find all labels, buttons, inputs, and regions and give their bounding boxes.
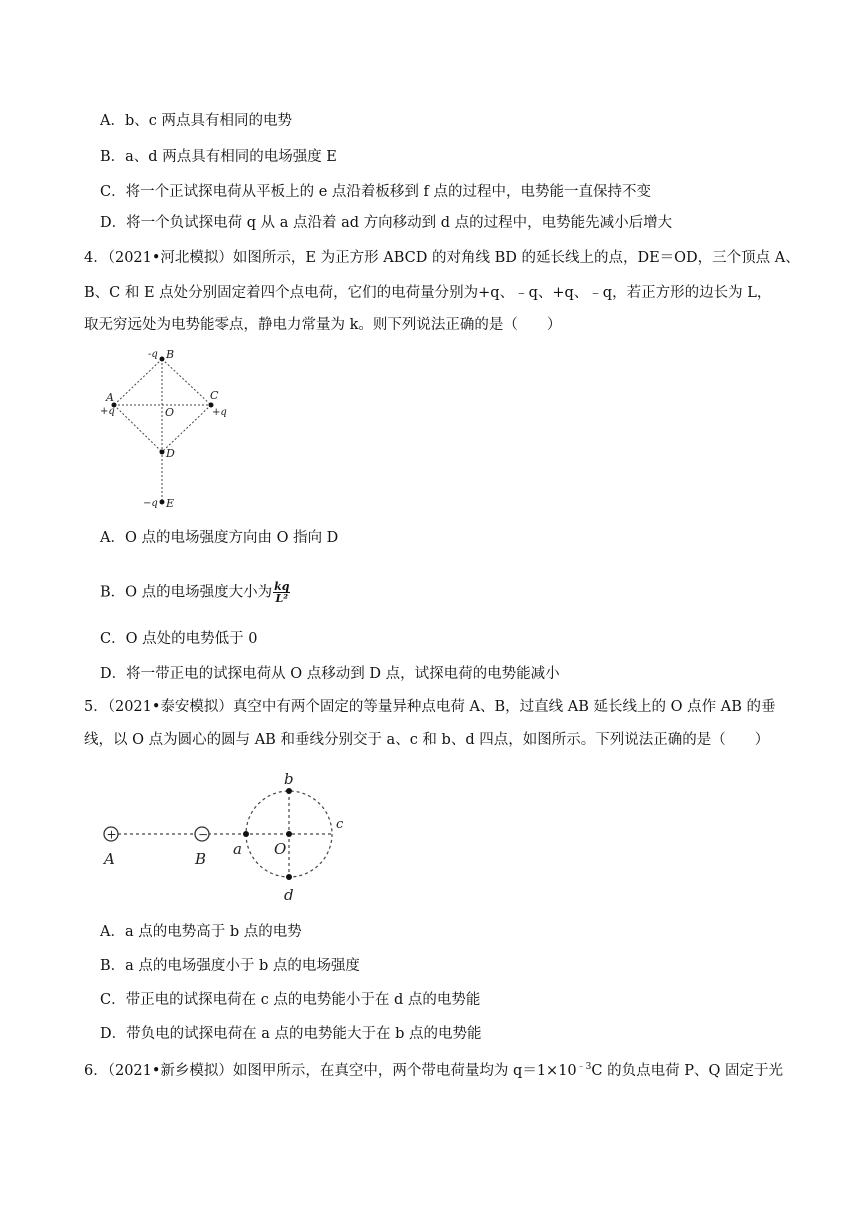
q6-stem-text-cont: C 的负点电荷 P、Q 固定于光: [591, 1062, 783, 1079]
q4-option-b-text: B．O 点的电场强度大小为: [100, 584, 273, 601]
q6-stem-line-1: [84, 1057, 790, 1081]
q5-dipole-circle-figure: [96, 768, 366, 908]
fraction-numerator: kq: [274, 580, 290, 593]
q5-fig-label-c: c: [336, 817, 344, 832]
q5-fig-label-a: a: [233, 840, 242, 858]
q4-fig-charge-e: −q: [143, 498, 158, 509]
q5-fig-sign-b: −: [198, 827, 209, 842]
q5-stem-line-2: 线，以 O 点为圆心的圆与 AB 和垂线分别交于 a、c 和 b、d 四点，如图所示。下列说法正确的是（ ）: [84, 732, 770, 748]
fraction-denominator: L²: [275, 592, 289, 605]
q3-option-c: C．将一个正试探电荷从平板上的 e 点沿着板移到 f 点的过程中，电势能一直保持不变: [100, 184, 651, 200]
q6-exponent: ﹣3: [576, 1062, 592, 1072]
q4-stem-line-2: B、C 和 E 点处分别固定着四个点电荷，它们的电荷量分别为+q、﹣q、+q、﹣q，若正方形的边长为 L，: [84, 285, 772, 301]
q4-square-charge-figure: [98, 344, 228, 514]
q5-fig-label-b: b: [284, 770, 294, 788]
q5-fig-label-o: O: [274, 840, 287, 858]
q5-option-d: D．带负电的试探电荷在 a 点的电势能大于在 b 点的电势能: [100, 1026, 482, 1042]
q4-fig-label-a: A: [106, 391, 114, 404]
q4-stem-line-1: 4．（2021•河北模拟）如图所示，E 为正方形 ABCD 的对角线 BD 的延长线上的点，DE＝OD，三个顶点 A、: [84, 250, 800, 266]
q4-fig-label-o: O: [165, 406, 175, 419]
q5-option-c: C．带正电的试探电荷在 c 点的电势能小于在 d 点的电势能: [100, 992, 481, 1008]
q4-fig-label-b: B: [166, 348, 175, 361]
q6-stem-text: 6．（2021•新乡模拟）如图甲所示，在真空中，两个带电荷量均为 q＝1×10: [84, 1062, 577, 1079]
q3-option-d: D．将一个负试探电荷 q 从 a 点沿着 ad 方向移动到 d 点的过程中，电势能先减小后增大: [100, 215, 673, 231]
q4-fig-charge-a: +q: [100, 406, 115, 417]
q5-stem-line-1: 5．（2021•泰安模拟）真空中有两个固定的等量异种点电荷 A、B，过直线 AB 延长线上的 O 点作 AB 的垂: [84, 699, 776, 715]
q5-fig-label-d: d: [284, 886, 294, 904]
q5-fig-sign-a: +: [106, 827, 117, 842]
q4-fig-label-e: E: [166, 497, 175, 510]
q5-option-a: A．a 点的电势高于 b 点的电势: [100, 924, 302, 940]
q3-option-a: A．b、c 两点具有相同的电势: [100, 113, 292, 129]
q4-option-d: D．将一带正电的试探电荷从 O 点移动到 D 点，试探电荷的电势能减小: [100, 666, 560, 682]
q4-fig-charge-c: +q: [212, 407, 227, 418]
q5-fig-label-a-charge: A: [104, 850, 115, 868]
q4-option-c: C．O 点处的电势低于 0: [100, 631, 258, 647]
q4-option-b-fraction: [273, 581, 290, 604]
q4-stem-line-3: 取无穷远处为电势能零点，静电力常量为 k。则下列说法正确的是（ ）: [84, 317, 562, 333]
q4-option-b: [100, 581, 790, 604]
q4-option-a: A．O 点的电场强度方向由 O 指向 D: [100, 530, 339, 546]
q5-option-b: B．a 点的电场强度小于 b 点的电场强度: [100, 958, 360, 974]
q5-fig-label-b-charge: B: [195, 850, 207, 868]
q4-fig-charge-b: -q: [148, 349, 158, 360]
q3-option-b: B．a、d 两点具有相同的电场强度 E: [100, 149, 337, 165]
q4-fig-label-c: C: [210, 389, 219, 402]
q4-fig-label-d: D: [166, 447, 175, 460]
